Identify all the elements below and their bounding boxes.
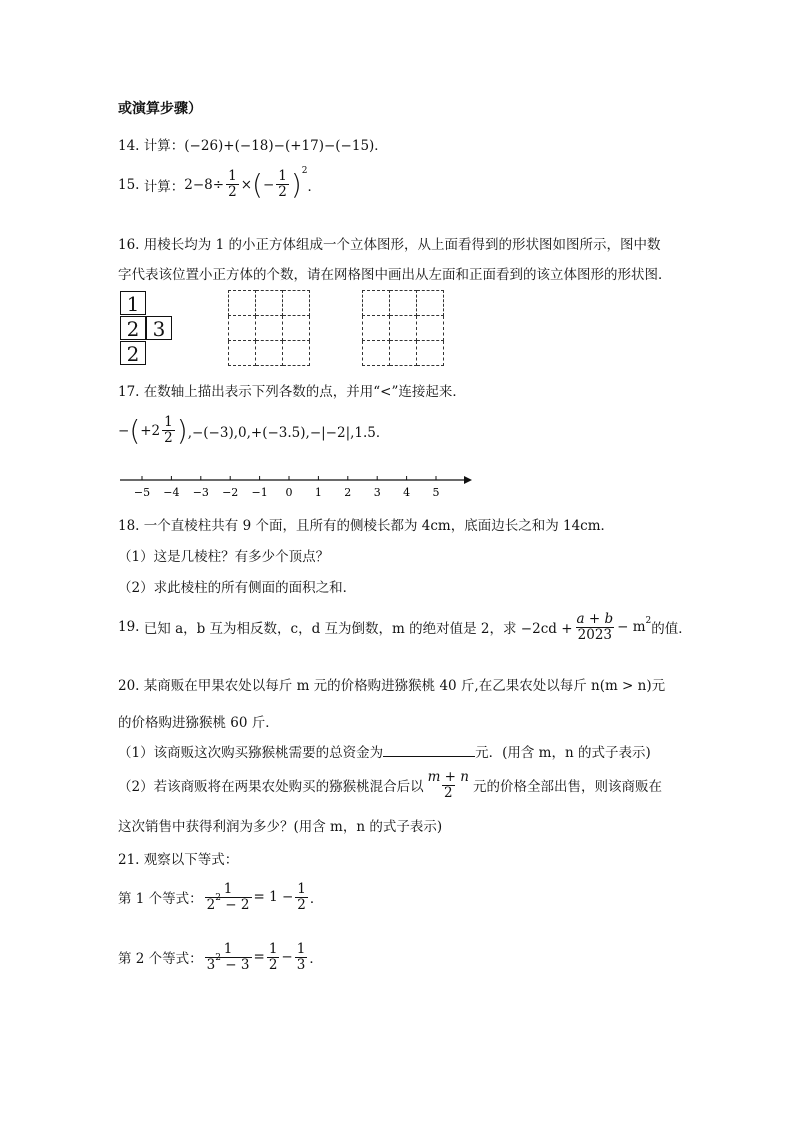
fraction	[226, 169, 239, 200]
question-text: 计算：(−26)+(−18)−(+17)−(−15)．	[143, 138, 388, 154]
top-view-cell: 2	[120, 316, 146, 340]
equation-2	[118, 942, 323, 973]
equation-label: 第 1 个等式：	[118, 891, 203, 908]
question-18	[118, 514, 614, 534]
equation-1	[118, 882, 323, 913]
fraction-numerator: 1	[223, 941, 233, 957]
fraction-numerator: 1	[296, 941, 306, 957]
question-16-line1	[118, 233, 660, 253]
fraction	[205, 942, 252, 973]
question-number: 14.	[118, 138, 140, 154]
right-paren: )	[290, 168, 302, 201]
question-number: 18.	[118, 518, 140, 534]
question-number: 15.	[118, 176, 140, 193]
equation-mid: = 1 −	[253, 889, 294, 906]
question-16-line2: 字代表该位置小正方体的个数，请在网格图中画出从左面和正面看到的该立体图形的形状图．	[118, 267, 672, 283]
fraction	[267, 942, 280, 973]
fraction-denominator: 3	[296, 956, 306, 973]
question-20-line1	[118, 674, 665, 694]
top-view-cell: 1	[120, 291, 146, 315]
fraction	[575, 612, 616, 643]
expr-tail: − m	[617, 619, 646, 636]
exponent: 2	[301, 165, 308, 176]
fraction	[295, 882, 308, 913]
part1-text: （1）该商贩这次购买猕猴桃需要的总资金为	[118, 745, 384, 761]
inner-sign: −	[262, 176, 275, 193]
question-number: 16.	[118, 237, 140, 253]
fraction-denominator	[205, 952, 252, 973]
fraction	[426, 770, 471, 801]
left-view-grid[interactable]	[228, 290, 310, 366]
fraction	[205, 882, 252, 913]
fraction-numerator: 1	[228, 168, 237, 185]
fraction	[295, 942, 308, 973]
fraction-numerator: 1	[268, 941, 278, 957]
part2-text: （2）若该商贩将在两果农处购买的猕猴桃混合后以	[118, 779, 424, 796]
question-17-numbers	[118, 414, 389, 447]
tick-label: 4	[403, 486, 411, 499]
exponent: 2	[215, 892, 221, 903]
question-text: 用棱长均为 1 的小正方体组成一个立体图形，从上面看得到的形状图如图所示，图中数	[143, 237, 661, 253]
top-view-cell: 3	[146, 316, 172, 340]
tick-label: −3	[192, 486, 209, 499]
expr-prefix: 2−8÷	[184, 176, 225, 193]
fraction-denominator: 2	[164, 430, 173, 446]
tick-label: 3	[373, 486, 381, 499]
neg-sign: −	[118, 422, 130, 439]
tick-label: 1	[314, 486, 322, 499]
section-header: 或演算步骤）	[118, 101, 202, 117]
question-number: 17.	[118, 384, 140, 400]
mixed-whole: +2	[140, 422, 161, 439]
question-label: 计算：	[143, 178, 185, 195]
tick-label: −2	[222, 486, 239, 499]
fraction-denominator	[205, 892, 252, 913]
arrow-icon	[464, 476, 472, 484]
end-mark: ．	[307, 178, 322, 195]
question-text: 已知 a，b 互为相反数，c，d 互为倒数，m 的绝对值是 2，求 −2cd +	[143, 621, 573, 638]
fraction-numerator: 1	[164, 414, 173, 431]
tick-label: −5	[133, 486, 151, 499]
fraction-numerator: a + b	[576, 611, 614, 627]
fraction-denominator: 2	[268, 956, 278, 973]
tick-label: 5	[432, 486, 440, 499]
exponent: 2	[215, 952, 221, 963]
equation-label: 第 2 个等式：	[118, 951, 203, 968]
question-number: 19.	[118, 619, 140, 636]
tick-label: −1	[251, 486, 268, 499]
fraction-denominator: 2	[228, 184, 237, 200]
fraction	[276, 169, 289, 200]
left-paren: (	[129, 414, 141, 447]
equals-sign: =	[253, 949, 265, 966]
top-view-figure	[120, 291, 180, 367]
question-18-part2: （2）求此棱柱的所有侧面的面积之和．	[118, 580, 357, 596]
question-20-part2-line2: 这次销售中获得利润为多少？(用含 m，n 的式子表示)	[118, 819, 443, 835]
question-15	[118, 165, 322, 201]
question-text: 某商贩在甲果农处以每斤 m 元的价格购进猕猴桃 40 斤,在乙果农处以每斤 n(m > n)元	[143, 678, 666, 694]
den-rest: − 2	[225, 896, 250, 913]
question-text: 在数轴上描出表示下列各数的点，并用“<”连接起来．	[143, 384, 466, 400]
left-paren: (	[252, 168, 263, 201]
answer-blank[interactable]	[383, 744, 475, 757]
question-20-part2	[118, 770, 662, 801]
number-list: ,−(−3),0,+(−3.5),−|−2|,1.5．	[187, 424, 390, 441]
fraction	[162, 415, 175, 446]
times-sign: ×	[240, 176, 252, 193]
den-rest: − 3	[225, 956, 250, 973]
number-line[interactable]	[118, 470, 478, 504]
tick-label: −4	[163, 486, 180, 499]
fraction-numerator: m + n	[427, 769, 469, 785]
tick-label: 2	[344, 486, 352, 499]
right-paren: )	[176, 414, 188, 447]
question-19	[118, 612, 692, 643]
front-view-grid[interactable]	[362, 290, 444, 366]
fraction-denominator: 2	[297, 896, 306, 913]
question-tail: 的值．	[651, 621, 692, 638]
top-view-cell: 2	[120, 341, 146, 365]
minus-sign: −	[281, 949, 293, 966]
question-14	[118, 134, 388, 154]
fraction-denominator: 2	[443, 784, 453, 801]
part1-tail: 元．(用含 m，n 的式子表示)	[475, 745, 651, 761]
part2-tail: 元的价格全部出售，则该商贩在	[472, 779, 662, 796]
fraction-denominator: 2023	[577, 626, 612, 643]
fraction-denominator: 2	[278, 184, 287, 200]
end-mark: ．	[309, 951, 323, 968]
exponent: 2	[645, 616, 652, 627]
fraction-numerator: 1	[297, 881, 306, 897]
question-18-part1: （1）这是几棱柱？有多少个顶点？	[118, 549, 330, 565]
end-mark: ．	[309, 891, 324, 908]
question-number: 21.	[118, 852, 140, 868]
fraction-numerator: 1	[278, 168, 287, 185]
question-21	[118, 848, 238, 868]
question-text: 一个直棱柱共有 9 个面，且所有的侧棱长都为 4cm，底面边长之和为 14cm．	[143, 518, 615, 534]
question-number: 20.	[118, 678, 140, 694]
question-17	[118, 380, 466, 400]
base: 2	[206, 896, 216, 913]
question-text: 观察以下等式：	[143, 852, 239, 868]
question-20-part1	[118, 741, 651, 761]
tick-label: 0	[285, 486, 293, 499]
base: 3	[206, 956, 216, 973]
question-20-line2: 的价格购进猕猴桃 60 斤．	[118, 715, 279, 731]
fraction-numerator: 1	[223, 881, 233, 897]
